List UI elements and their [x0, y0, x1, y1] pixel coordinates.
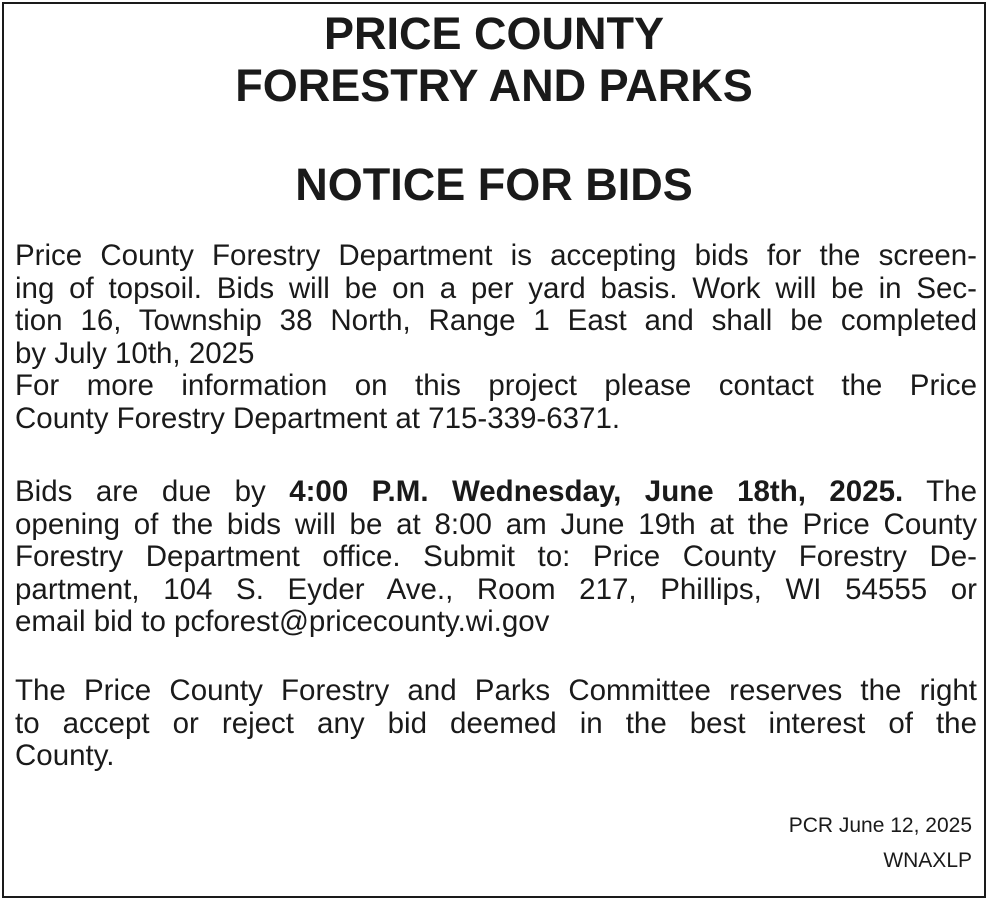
paragraph-line: The Price County Forestry and Parks Committee reserves the right — [15, 675, 977, 707]
paragraph-line: tion 16, Township 38 North, Range 1 East and shall be completed — [15, 305, 977, 337]
deadline-trailing-text: The — [926, 476, 977, 508]
publication-date: PCR June 12, 2025 — [788, 814, 972, 837]
paragraph-line: For more information on this project please contact the Price — [15, 370, 977, 402]
publication-code: WNAXLP — [883, 849, 972, 872]
legal-notice — [2, 2, 986, 898]
bid-deadline-paragraph — [15, 476, 977, 639]
contact-phone-line: County Forestry Department at 715-339-6371. — [15, 401, 621, 435]
paragraph-line: Forestry Department office. Submit to: Price County Forestry De- — [15, 541, 977, 573]
bid-deadline: 4:00 P.M. Wednesday, June 18th, 2025. — [289, 476, 904, 508]
deadline-line — [15, 476, 977, 509]
committee-rights-paragraph — [15, 675, 977, 773]
deadline-lead-text: Bids are due by — [15, 476, 266, 508]
paragraph-line: Price County Forestry Department is accepting bids for the screen- — [15, 240, 977, 272]
department-heading: FORESTRY AND PARKS — [235, 60, 753, 111]
paragraph-line: ing of topsoil. Bids will be on a per yard basis. Work will be in Sec- — [15, 272, 977, 305]
address-line: partment, 104 S. Eyder Ave., Room 217, Phillips, WI 54555 or — [15, 573, 977, 606]
paragraph-line: by July 10th, 2025 — [15, 336, 255, 370]
email-line: email bid to pcforest@pricecounty.wi.gov — [15, 605, 550, 638]
paragraph-line: opening of the bids will be at 8:00 am June 19th at the Price County — [15, 508, 977, 541]
paragraph-line: to accept or reject any bid deemed in the best interest of the — [15, 707, 977, 740]
county-name-heading: PRICE COUNTY — [323, 8, 665, 59]
notice-title: NOTICE FOR BIDS — [295, 159, 693, 210]
paragraph-line: County. — [15, 739, 115, 772]
project-description-paragraph — [15, 240, 977, 435]
